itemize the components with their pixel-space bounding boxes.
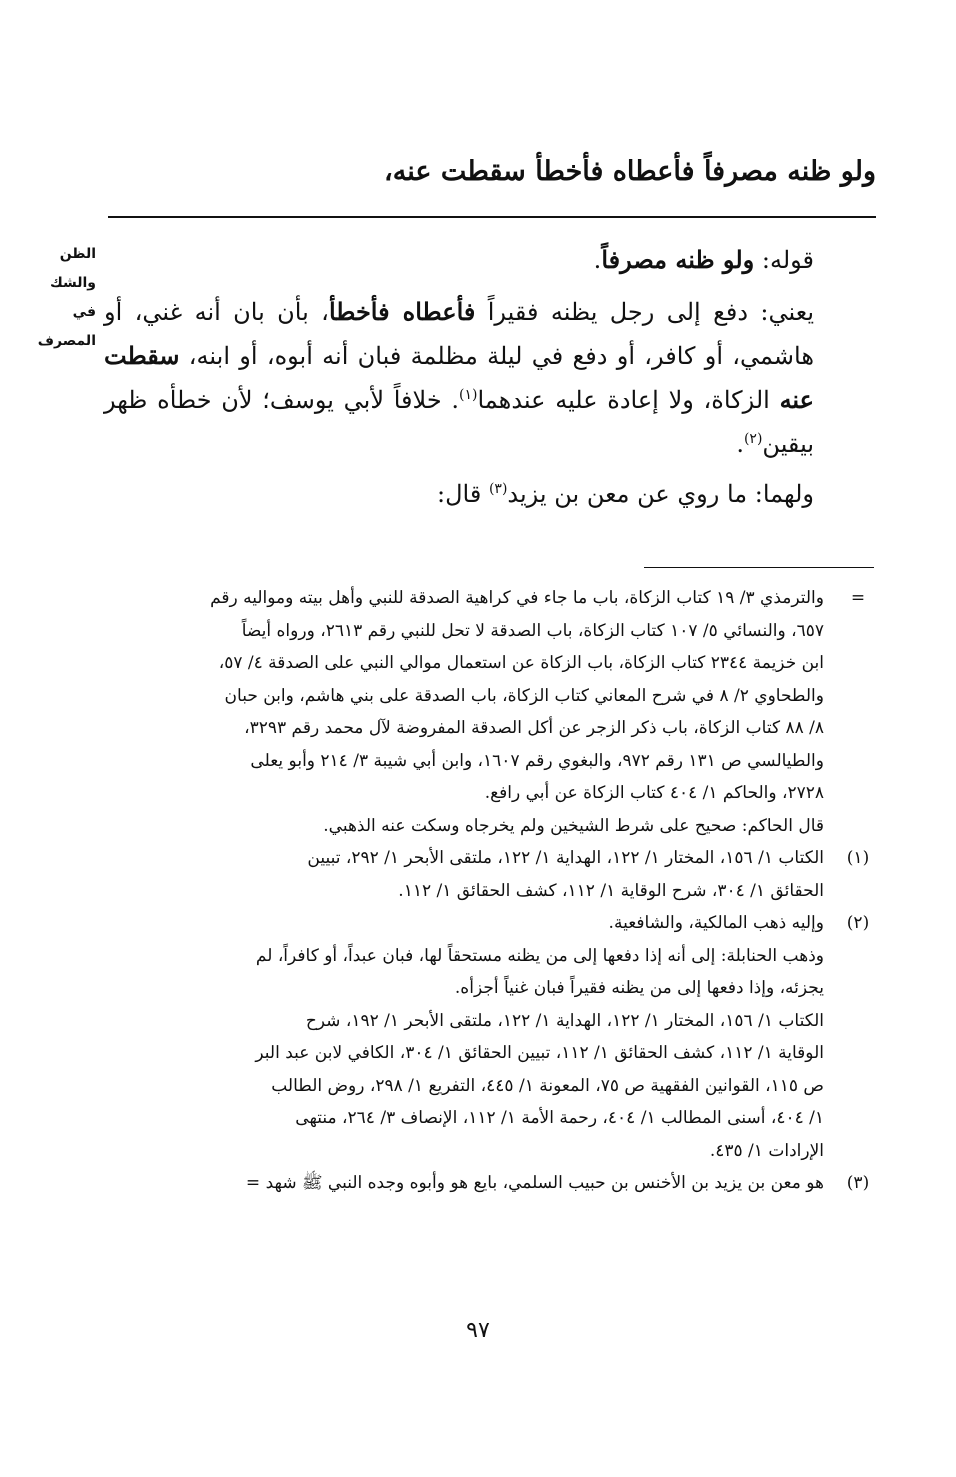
commentary-quote: ولو ظنه مصرفاً (601, 245, 755, 274)
footnote-line: وإليه ذهب المالكية، والشافعية. (608, 913, 824, 933)
commentary-paragraph-3 (104, 472, 876, 516)
margin-note-line: المصرف (37, 333, 96, 349)
footnote-line: وذهب الحنابلة: إلى أنه إذا دفعها إلى من يظنه مستحقاً لها، فبان عبداً، أو كافراً، لم (255, 945, 824, 966)
commentary-body (104, 238, 876, 516)
footnote-line: الوقاية ١/ ١١٢، كشف الحقائق ١/ ١١٢، تبيين الحقائق ١/ ٣٠٤، الكافي لابن عبد البر (255, 1043, 824, 1063)
footnote-1 (96, 842, 876, 907)
commentary-paragraph-1 (104, 238, 876, 282)
footnote-mark: (٢) (846, 913, 870, 933)
commentary-text: الزكاة، ولا إعادة عليه عندهما (477, 386, 780, 414)
footnote-line: يجزئه، وإذا دفعها إلى من يظنه فقيراً فبان غنياً أجزأه. (454, 978, 824, 998)
footnote-line: ٦٥٧، والنسائي ٥/ ١٠٧ كتاب الزكاة، باب الصدقة لا تحل للنبي رقم ٢٦١٣، ورواه أيضاً (241, 620, 824, 641)
commentary-text: ، بأن بان أنه غني، أو هاشمي، أو كافر، أو دفع في ليلة مظلمة فبان أنه أبوه، أو ابنه، (104, 298, 814, 370)
commentary-quote: سقطت عنه (104, 341, 814, 414)
commentary-text: قال: (437, 480, 489, 508)
commentary-intro: قوله: (754, 246, 814, 274)
footnote-line: ٨/ ٨٨ كتاب الزكاة، باب ذكر الزجر عن أكل الصدقة المفروضة لآل محمد رقم ٣٢٩٣، (244, 718, 824, 738)
footnote-mark: (٣) (846, 1173, 870, 1193)
footnote-line: ابن خزيمة ٢٣٤٤ كتاب الزكاة، باب الزكاة عن استعمال موالي النبي على الصدقة ٤/ ٥٧، (218, 653, 824, 673)
footnote-line: والطيالسي ص ١٣١ رقم ٩٧٢، والبغوي رقم ١٦٠٧، وابن أبي شيبة ٣/ ٢١٤ وأبو يعلى (250, 750, 824, 771)
footnote-mark: (١) (846, 848, 870, 868)
margin-note-line: والشك (49, 275, 96, 291)
footnote-line: والطحاوي ٢/ ٨ في شرح المعاني كتاب الزكاة، باب الصدقة على بني هاشم، وابن حبان (224, 685, 824, 706)
footnote-line: هو معن بن يزيد بن الأخنس بن حبيب السلمي، بايع هو وأبوه وجده النبي ﷺ شهد = (245, 1173, 824, 1193)
commentary-text: . (736, 430, 744, 458)
footnote-line: ص ١١٥، القوانين الفقهية ص ٧٥، المعونة ١/ ٤٤٥، التفريع ١/ ٢٩٨، روض الطالب (271, 1075, 824, 1096)
commentary-text: . خلافاً لأبي يوسف؛ لأن خطأه ظهر بيقين (104, 386, 814, 458)
commentary-quote: فأعطاه فأخطأ (328, 297, 476, 326)
footnote-mark: = (850, 588, 866, 608)
footnote-line: الإرادات ١/ ٤٣٥. (709, 1140, 824, 1161)
commentary-text: ولهما: ما روي عن معن بن يزيد (507, 480, 814, 508)
footnote-ref-2: (٢) (743, 431, 763, 447)
margin-note-line: في (72, 304, 96, 320)
footnotes (96, 582, 876, 1200)
footnote-line: ٢٧٢٨، والحاكم ١/ ٤٠٤ كتاب الزكاة عن أبي رافع. (484, 783, 824, 803)
footnote-ref-1: (١) (459, 387, 478, 403)
margin-note (16, 240, 96, 356)
footnote-divider (644, 567, 874, 568)
footnote-ref-3: (٣) (488, 481, 508, 497)
footnote-2 (96, 907, 876, 1167)
margin-note-line: الظن (59, 246, 96, 262)
commentary-paragraph-2 (104, 290, 876, 466)
page-number: ٩٧ (466, 1318, 490, 1343)
commentary-end: . (593, 246, 602, 274)
footnote-line: الكتاب ١/ ١٥٦، المختار ١/ ١٢٢، الهداية ١/ ١٢٢، ملتقى الأبحر ١/ ١٩٢، شرح (305, 1010, 824, 1031)
footnote-line: والترمذي ٣/ ١٩ كتاب الزكاة، باب ما جاء في كراهية الصدقة للنبي وأهل بيته ومواليه رقم (210, 588, 824, 608)
footnote-line: قال الحاكم: صحيح على شرط الشيخين ولم يخرجاه وسكت عنه الذهبي. (323, 815, 824, 836)
footnote-line: الكتاب ١/ ١٥٦، المختار ١/ ١٢٢، الهداية ١/ ١٢٢، ملتقى الأبحر ١/ ٢٩٢، تبيين (307, 848, 824, 868)
footnote-3 (96, 1167, 876, 1200)
footnote-continued (96, 582, 876, 842)
matn-divider (108, 216, 876, 218)
footnote-line: ١/ ٤٠٤، أسنى المطالب ١/ ٤٠٤، رحمة الأمة ١/ ١١٢، الإنصاف ٣/ ٢٦٤، منتهى (295, 1108, 824, 1128)
commentary-text: يعني: دفع إلى رجل يظنه فقيراً (475, 298, 815, 326)
matn-heading: ولو ظنه مصرفاً فأعطاه فأخطأ سقطت عنه، (384, 156, 876, 187)
footnote-line: الحقائق ١/ ٣٠٤، شرح الوقاية ١/ ١١٢، كشف الحقائق ١/ ١١٢. (398, 880, 824, 901)
